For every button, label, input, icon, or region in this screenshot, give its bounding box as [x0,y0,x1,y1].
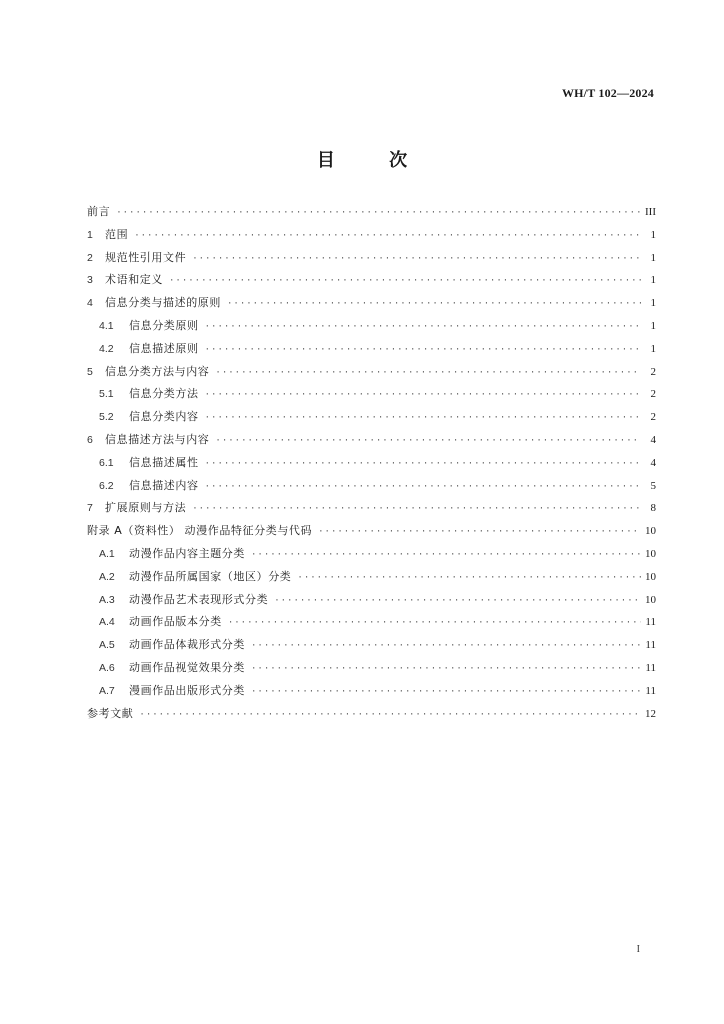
toc-entry-title: 动漫作品艺术表现形式分类 [129,592,269,606]
toc-entry-number: 2 [87,251,93,264]
toc-dot-leader [139,704,641,727]
toc-entry-number: A.6 [99,661,115,674]
toc-entry-title: 信息描述原则 [129,341,199,355]
toc-dot-leader [116,202,641,225]
toc-entry[interactable] [87,269,656,292]
toc-entry-page: 11 [645,661,656,674]
toc-dot-leader [251,681,641,704]
toc-entry-page: 1 [650,228,656,241]
toc-entry[interactable] [87,497,656,520]
toc-entry[interactable] [87,452,656,475]
standard-code: WH/T 102—2024 [561,86,654,100]
toc-entry-number: 6 [87,433,93,446]
toc-entry-page: 1 [650,319,656,332]
toc-dot-leader [134,225,641,248]
toc-entry-title: 动画作品视觉效果分类 [129,660,245,674]
toc-entry-page: 1 [650,274,656,287]
toc-dot-leader [205,407,641,430]
page-number: I [636,944,640,955]
toc-dot-leader [215,430,641,453]
toc-entry-title: 漫画作品出版形式分类 [129,683,245,697]
toc-entry[interactable] [87,520,656,543]
toc-entry[interactable] [87,475,656,498]
toc-dot-leader [228,612,641,635]
toc-entry-number: A.7 [99,684,115,697]
toc-entry-title: 扩展原则与方法 [105,501,187,515]
toc-dot-leader [205,476,641,499]
toc-entry-page: 4 [650,456,656,469]
toc-entry-title: 范围 [105,227,129,241]
toc-entry-number: 1 [87,228,93,241]
toc-dot-leader [192,248,641,271]
toc-entry-page: 12 [645,707,656,720]
title-char-1: 目 [316,150,335,171]
toc-entry-title: 信息分类与描述的原则 [105,296,221,310]
toc-dot-leader [205,384,641,407]
toc-entry[interactable] [87,566,656,589]
toc-entry-page: III [645,206,656,218]
page-title [0,146,724,174]
toc-entry-title: 信息分类方法 [129,387,199,401]
toc-dot-leader [215,362,641,385]
toc-entry-title: 动画作品体裁形式分类 [129,638,245,652]
toc-entry[interactable] [87,292,656,315]
toc-entry-title: 信息分类方法与内容 [105,364,210,378]
toc-dot-leader [274,590,641,613]
toc-entry[interactable] [87,703,656,726]
title-char-2: 次 [389,150,408,171]
toc-dot-leader [205,339,641,362]
toc-entry[interactable] [87,657,656,680]
toc-entry-number: A.4 [99,616,115,629]
toc-dot-leader [205,453,641,476]
toc-entry[interactable] [87,201,656,224]
toc-entry-title: 规范性引用文件 [105,250,187,264]
toc-entry-page: 11 [645,639,656,652]
toc-entry-page: 10 [645,593,656,606]
toc-entry[interactable] [87,247,656,270]
toc-entry-title: 信息描述内容 [129,478,199,492]
toc-entry-number: A.1 [99,547,115,560]
toc-entry[interactable] [87,634,656,657]
toc-entry-number: A.2 [99,570,115,583]
toc-entry-page: 10 [645,547,656,560]
toc-entry-page: 2 [650,365,656,378]
toc-dot-leader [318,521,641,544]
toc-entry-title: 信息分类内容 [129,410,199,424]
toc-entry[interactable] [87,406,656,429]
table-of-contents [87,201,656,725]
toc-entry-number: 5.2 [99,411,114,424]
toc-entry-page: 11 [645,616,656,629]
toc-entry-number: A.3 [99,593,115,606]
toc-entry-title: 术语和定义 [105,273,163,287]
toc-dot-leader [297,567,641,590]
toc-dot-leader [251,635,641,658]
toc-entry-page: 2 [650,388,656,401]
toc-dot-leader [205,316,641,339]
toc-entry[interactable] [87,338,656,361]
toc-entry-number: 4.1 [99,319,114,332]
toc-entry-number: A.5 [99,639,115,652]
toc-entry[interactable] [87,543,656,566]
toc-entry-title: 前言 [87,205,111,218]
toc-dot-leader [251,544,641,567]
toc-entry-number: 6.1 [99,456,114,469]
toc-entry-page: 8 [650,502,656,515]
toc-dot-leader [251,658,641,681]
toc-entry-page: 2 [650,411,656,424]
toc-entry-title: 信息描述方法与内容 [105,432,210,446]
toc-entry[interactable] [87,589,656,612]
toc-entry[interactable] [87,315,656,338]
toc-entry-title: 信息分类原则 [129,318,199,332]
toc-dot-leader [227,293,641,316]
toc-entry-title: 动漫作品所属国家（地区）分类 [129,569,292,583]
toc-entry-title: 动漫作品内容主题分类 [129,546,245,560]
toc-entry-page: 1 [650,251,656,264]
toc-entry-number: 6.2 [99,479,114,492]
toc-entry-number: 4 [87,297,93,310]
toc-entry-number: 4.2 [99,342,114,355]
toc-entry-page: 11 [645,684,656,697]
toc-entry[interactable] [87,361,656,384]
toc-entry-title: 信息描述属性 [129,455,199,469]
toc-dot-leader [169,270,641,293]
toc-entry-number: 7 [87,502,93,515]
toc-entry-page: 5 [650,479,656,492]
toc-entry-page: 1 [650,342,656,355]
toc-entry[interactable] [87,224,656,247]
toc-entry[interactable] [87,429,656,452]
toc-entry-number: 3 [87,274,93,287]
toc-entry-title: 动画作品版本分类 [129,615,222,629]
toc-dot-leader [192,498,641,521]
toc-entry[interactable] [87,383,656,406]
toc-entry[interactable] [87,680,656,703]
toc-entry[interactable] [87,611,656,634]
toc-entry-number: 5 [87,365,93,378]
toc-entry-number: 5.1 [99,388,114,401]
toc-entry-page: 10 [645,525,656,538]
toc-entry-title: 附录 A（资料性） 动漫作品特征分类与代码 [87,524,313,538]
toc-entry-page: 1 [650,297,656,310]
toc-entry-page: 4 [650,433,656,446]
toc-entry-title: 参考文献 [87,706,134,720]
toc-entry-page: 10 [645,570,656,583]
